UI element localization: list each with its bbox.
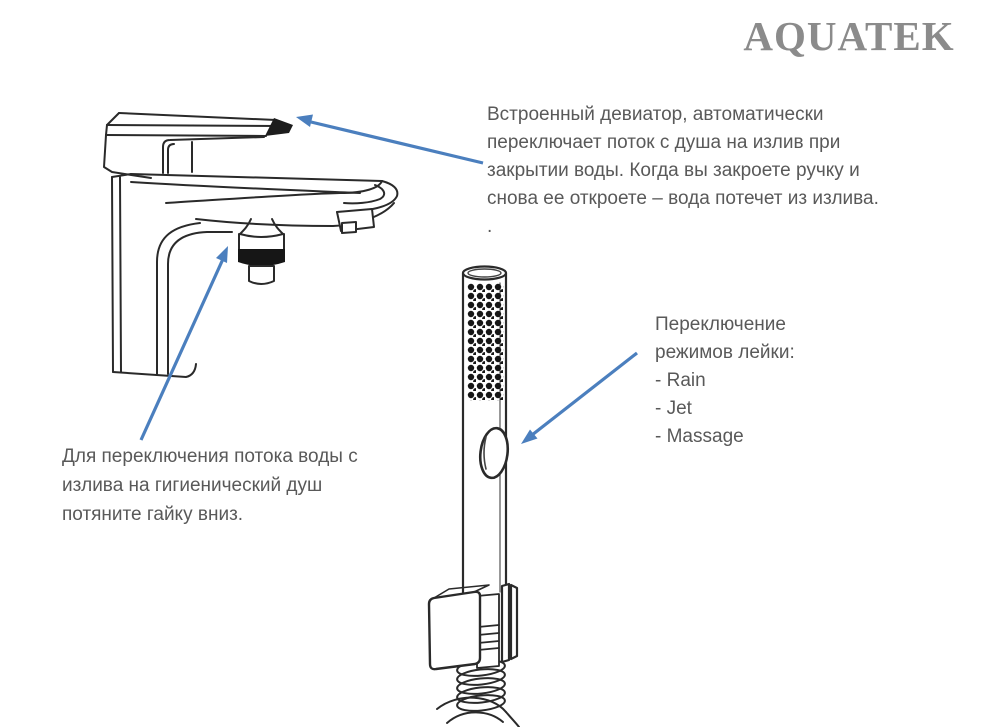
faucet-handle <box>104 113 293 178</box>
spout-aerator <box>337 209 374 233</box>
arrow-to-nut-icon <box>141 246 228 440</box>
text-line: - Jet <box>655 398 692 419</box>
text-line: снова ее откроете – вода потечет из излива. <box>487 188 879 209</box>
diverter-nut <box>238 219 285 284</box>
text-line: Переключение <box>655 314 786 335</box>
note-pull-nut <box>62 442 358 529</box>
faucet-neck <box>163 137 264 173</box>
text-line: . <box>487 216 493 237</box>
note-diverter <box>487 101 879 241</box>
text-line: Встроенный девиатор, автоматически <box>487 104 824 125</box>
text-line: переключает поток с душа на излив при <box>487 132 841 153</box>
note-shower-modes <box>655 311 795 451</box>
faucet-drawing <box>104 113 397 377</box>
arrow-to-button-icon <box>521 353 637 444</box>
text-line: - Massage <box>655 426 744 447</box>
text-line: - Rain <box>655 370 706 391</box>
arrow-to-handle-icon <box>296 115 483 164</box>
text-line: излива на гигиенический душ <box>62 475 323 496</box>
wand-nozzle-dots <box>467 283 504 401</box>
wall-bracket <box>429 584 517 669</box>
text-line: закрытии воды. Когда вы закроете ручку и <box>487 160 860 181</box>
text-line: Для переключения потока воды с <box>62 446 358 467</box>
brand-logo: AQUATEK <box>743 13 955 59</box>
handle-tip-shading <box>265 118 293 136</box>
nut-black-ring <box>238 249 285 266</box>
text-line: режимов лейки: <box>655 342 795 363</box>
text-line: потяните гайку вниз. <box>62 504 244 525</box>
hand-shower-drawing <box>429 267 519 727</box>
